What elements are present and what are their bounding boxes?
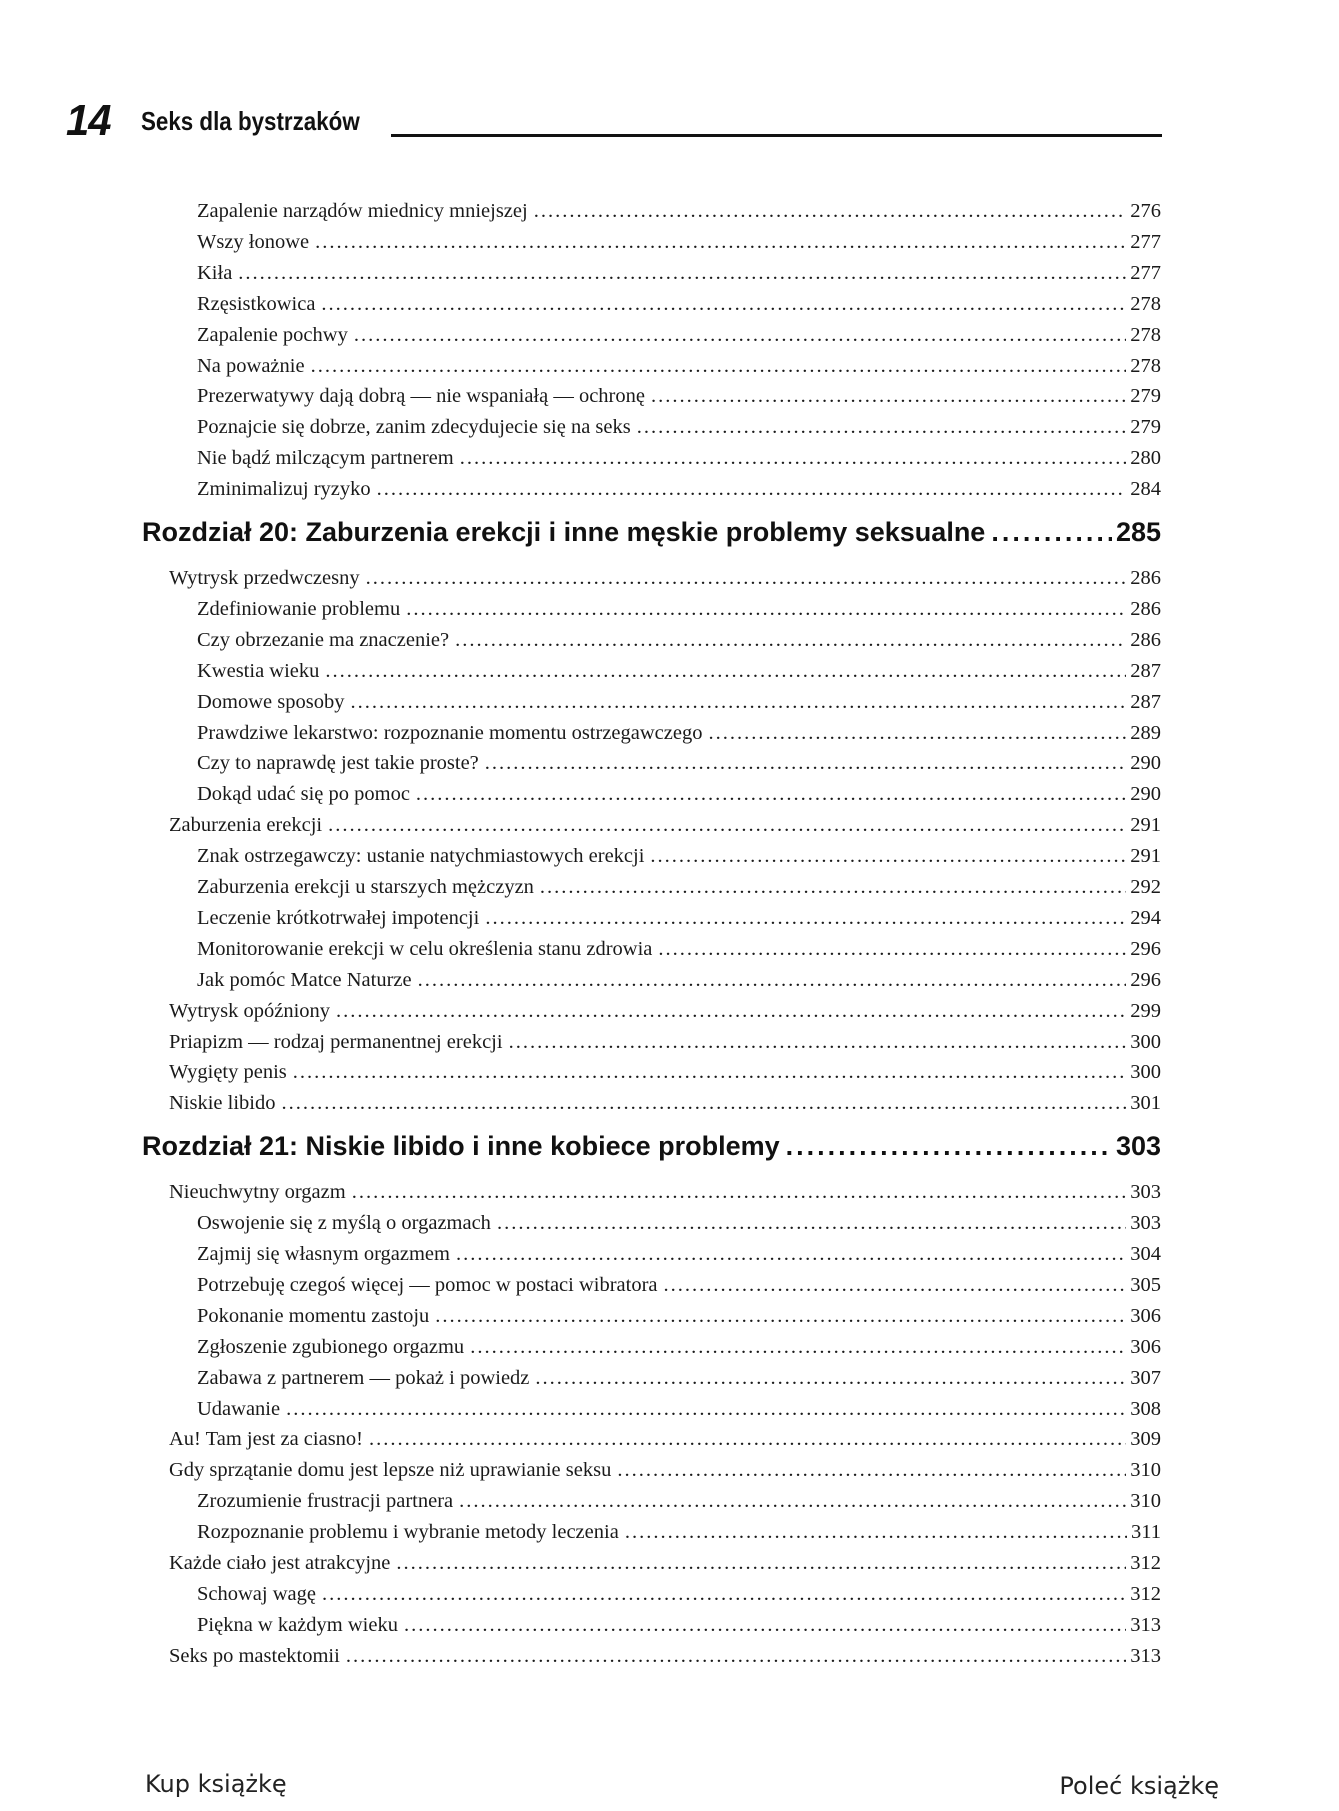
toc-page-number: 279 — [1130, 416, 1161, 439]
toc-dot-leader — [336, 996, 1126, 1026]
toc-entry — [197, 1394, 1161, 1424]
toc-dot-leader — [311, 351, 1127, 381]
toc-page-number: 312 — [1130, 1582, 1161, 1605]
toc-entry-title: Potrzebuję czegoś więcej — pomoc w postaci wibratora — [197, 1273, 658, 1296]
toc-dot-leader — [460, 443, 1127, 473]
toc-entry-title: Zaburzenia erekcji — [169, 814, 323, 837]
toc-entry-title: Au! Tam jest za ciasno! — [169, 1428, 364, 1451]
toc-entry-title: Pokonanie momentu zastoju — [197, 1304, 430, 1327]
toc-dot-leader — [366, 563, 1127, 593]
toc-entry-title: Wszy łonowe — [197, 230, 310, 253]
toc-entry-title: Zabawa z partnerem — pokaż i powiedz — [197, 1366, 530, 1389]
toc-entry-title: Niskie libido — [169, 1092, 276, 1115]
toc-entry — [197, 1579, 1161, 1609]
toc-dot-leader — [650, 841, 1126, 871]
toc-dot-leader — [404, 1610, 1126, 1640]
toc-entry-title: Czy obrzezanie ma znaczenie? — [197, 628, 450, 651]
toc-page-number: 306 — [1130, 1335, 1161, 1358]
toc-entry — [169, 563, 1161, 593]
toc-chapter-heading — [142, 1124, 1161, 1168]
toc-dot-leader — [325, 656, 1126, 686]
toc-entry — [197, 934, 1161, 964]
toc-page-number: 278 — [1130, 292, 1161, 315]
toc-page-number: 289 — [1130, 721, 1161, 744]
toc-dot-leader — [637, 412, 1127, 442]
toc-entry-title: Kwestia wieku — [197, 659, 320, 682]
toc-entry-title: Wytrysk przedwczesny — [169, 567, 360, 589]
toc-dot-leader — [346, 1641, 1126, 1671]
toc-page-number: 304 — [1130, 1243, 1161, 1265]
toc-entry-title: Znak ostrzegawczy: ustanie natychmiastowych erekcji — [197, 845, 645, 868]
toc-entry — [197, 443, 1161, 473]
toc-dot-leader — [786, 1124, 1112, 1168]
toc-entry — [169, 1088, 1161, 1118]
toc-page-number: 290 — [1130, 783, 1161, 806]
toc-dot-leader — [459, 1486, 1126, 1516]
toc-page-number: 303 — [1115, 1131, 1161, 1162]
buy-book-link[interactable]: Kup książkę — [145, 1770, 287, 1798]
toc-entry — [197, 1332, 1161, 1362]
toc-dot-leader — [658, 934, 1126, 964]
toc-entry — [197, 903, 1161, 933]
toc-entry — [169, 1177, 1161, 1207]
toc-entry — [197, 748, 1161, 778]
toc-dot-leader — [315, 227, 1126, 257]
toc-entry — [197, 594, 1161, 624]
toc-page-number: 277 — [1130, 230, 1161, 253]
toc-entry-title: Udawanie — [197, 1397, 281, 1420]
toc-page-number: 286 — [1130, 567, 1161, 589]
toc-dot-leader — [238, 258, 1126, 288]
toc-entry — [197, 381, 1161, 411]
toc-entry-title: Czy to naprawdę jest takie proste? — [197, 752, 479, 775]
toc-page-number: 305 — [1130, 1273, 1161, 1296]
toc-dot-leader — [991, 510, 1112, 554]
toc-entry — [197, 1208, 1161, 1238]
toc-page-number: 311 — [1131, 1521, 1161, 1544]
toc-entry — [197, 965, 1161, 995]
toc-page-number: 299 — [1130, 999, 1161, 1022]
toc-entry — [169, 1057, 1161, 1087]
toc-dot-leader — [509, 1027, 1127, 1057]
toc-page-number: 307 — [1130, 1366, 1161, 1389]
toc-dot-leader — [406, 594, 1126, 624]
toc-page-number: 303 — [1130, 1212, 1161, 1235]
toc-dot-leader — [321, 289, 1126, 319]
toc-dot-leader — [293, 1057, 1126, 1087]
toc-entry — [169, 1455, 1161, 1485]
toc-dot-leader — [534, 196, 1127, 226]
toc-entry — [169, 810, 1161, 840]
toc-dot-leader — [456, 1239, 1126, 1269]
toc-dot-leader — [497, 1208, 1126, 1238]
toc-page-number: 280 — [1130, 447, 1161, 470]
toc-entry-title: Rozpoznanie problemu i wybranie metody leczenia — [197, 1521, 619, 1544]
toc-dot-leader — [435, 1301, 1126, 1331]
toc-page-number: 294 — [1130, 906, 1161, 929]
toc-page-number: 301 — [1130, 1092, 1161, 1115]
toc-chapter-heading — [142, 510, 1161, 554]
toc-page-number: 296 — [1130, 968, 1161, 991]
toc-entry-title: Leczenie krótkotrwałej impotencji — [197, 906, 480, 929]
toc-entry — [197, 1270, 1161, 1300]
toc-entry — [197, 625, 1161, 655]
toc-entry — [197, 779, 1161, 809]
toc-entry — [197, 718, 1161, 748]
toc-entry — [197, 841, 1161, 871]
toc-entry-title: Zgłoszenie zgubionego orgazmu — [197, 1335, 465, 1358]
toc-entry — [197, 1239, 1161, 1269]
toc-entry-title: Kiła — [197, 261, 233, 284]
toc-dot-leader — [625, 1517, 1127, 1547]
toc-entry-title: Oswojenie się z myślą o orgazmach — [197, 1212, 491, 1235]
toc-page-number: 306 — [1130, 1304, 1161, 1327]
toc-dot-leader — [470, 1332, 1126, 1362]
toc-entry — [169, 1424, 1161, 1454]
toc-page-number: 300 — [1130, 1030, 1161, 1053]
toc-page-number: 292 — [1130, 876, 1161, 898]
toc-dot-leader — [286, 1394, 1126, 1424]
toc-page-number: 296 — [1130, 937, 1161, 960]
toc-page-number: 303 — [1130, 1181, 1161, 1204]
toc-dot-leader — [350, 687, 1126, 717]
toc-entry-title: Każde ciało jest atrakcyjne — [169, 1552, 391, 1574]
toc-dot-leader — [485, 748, 1126, 778]
toc-entry — [197, 289, 1161, 319]
book-title: Seks dla bystrzaków — [141, 106, 360, 136]
toc-entry-title: Priapizm — rodzaj permanentnej erekcji — [169, 1030, 503, 1053]
toc-entry — [197, 412, 1161, 442]
toc-entry — [197, 1301, 1161, 1331]
toc-entry-title: Gdy sprzątanie domu jest lepsze niż uprawianie seksu — [169, 1459, 612, 1482]
toc-page-number: 290 — [1130, 752, 1161, 775]
toc-page-number: 285 — [1115, 517, 1161, 547]
toc-dot-leader — [369, 1424, 1126, 1454]
toc-page-number: 309 — [1130, 1428, 1161, 1451]
toc-dot-leader — [455, 625, 1126, 655]
toc-entry-title: Poznajcie się dobrze, zanim zdecydujecie się na seks — [197, 416, 631, 439]
toc-page-number: 310 — [1130, 1459, 1161, 1482]
toc-entry — [197, 351, 1161, 381]
toc-entry-title: Wytrysk opóźniony — [169, 999, 331, 1022]
toc-entry-title: Jak pomóc Matce Naturze — [197, 968, 412, 991]
toc-page-number: 286 — [1130, 628, 1161, 651]
toc-dot-leader — [396, 1548, 1126, 1578]
toc-page-number: 278 — [1130, 323, 1161, 346]
toc-entry-title: Prezerwatywy dają dobrą — nie wspaniałą — ochronę — [197, 385, 645, 408]
toc-page-number: 308 — [1130, 1397, 1161, 1420]
toc-entry-title: Monitorowanie erekcji w celu określenia stanu zdrowia — [197, 937, 653, 960]
toc-entry — [169, 1548, 1161, 1578]
toc-page-number: 287 — [1130, 690, 1161, 713]
toc-dot-leader — [418, 965, 1127, 995]
toc-entry — [197, 1610, 1161, 1640]
toc-page-number: 284 — [1130, 478, 1161, 501]
toc-entry — [197, 474, 1161, 504]
toc-entry-title: Rozdział 20: Zaburzenia erekcji i inne męskie problemy seksualne — [142, 517, 986, 547]
toc-entry — [169, 1641, 1161, 1671]
toc-dot-leader — [416, 779, 1126, 809]
toc-entry — [197, 196, 1161, 226]
toc-entry — [197, 687, 1161, 717]
toc-dot-leader — [328, 810, 1126, 840]
toc-entry — [169, 1027, 1161, 1057]
toc-page-number: 313 — [1130, 1644, 1161, 1667]
toc-entry-title: Nie bądź milczącym partnerem — [197, 447, 454, 470]
toc-entry-title: Zminimalizuj ryzyko — [197, 478, 371, 501]
toc-entry-title: Zrozumienie frustracji partnera — [197, 1490, 454, 1513]
toc-entry-title: Wygięty penis — [169, 1061, 287, 1084]
toc-dot-leader — [535, 1363, 1126, 1393]
toc-page-number: 276 — [1130, 200, 1161, 222]
toc-entry-title: Zapalenie pochwy — [197, 323, 348, 346]
toc-page-number: 287 — [1130, 659, 1161, 682]
toc-entry-title: Schowaj wagę — [197, 1582, 316, 1605]
toc-entry-title: Zajmij się własnym orgazmem — [197, 1243, 450, 1265]
toc-dot-leader — [281, 1088, 1126, 1118]
toc-entry — [169, 996, 1161, 1026]
toc-page-number: 312 — [1130, 1552, 1161, 1574]
toc-entry-title: Zdefiniowanie problemu — [197, 597, 401, 620]
toc-dot-leader — [354, 320, 1126, 350]
toc-entry-title: Nieuchwytny orgazm — [169, 1181, 346, 1204]
toc-dot-leader — [651, 381, 1126, 411]
toc-dot-leader — [664, 1270, 1127, 1300]
toc-entry — [197, 227, 1161, 257]
toc-page-number: 286 — [1130, 597, 1161, 620]
toc-entry-title: Rzęsistkowica — [197, 292, 316, 315]
toc-entry-title: Seks po mastektomii — [169, 1644, 340, 1667]
toc-entry-title: Prawdziwe lekarstwo: rozpoznanie momentu ostrzegawczego — [197, 721, 703, 744]
toc-entry-title: Dokąd udać się po pomoc — [197, 783, 410, 806]
toc-entry-title: Zapalenie narządów miednicy mniejszej — [197, 200, 528, 222]
toc-page-number: 313 — [1130, 1613, 1161, 1636]
toc-entry — [197, 1517, 1161, 1547]
toc-entry — [197, 320, 1161, 350]
toc-entry — [197, 872, 1161, 902]
toc-entry-title: Domowe sposoby — [197, 690, 345, 713]
page-number: 14 — [66, 96, 111, 145]
toc-page-number: 291 — [1130, 814, 1161, 837]
toc-dot-leader — [377, 474, 1127, 504]
header-rule — [391, 134, 1162, 137]
toc-entry — [197, 258, 1161, 288]
toc-page-number: 277 — [1130, 261, 1161, 284]
toc-dot-leader — [352, 1177, 1127, 1207]
toc-page-number: 300 — [1130, 1061, 1161, 1084]
toc-page-number: 278 — [1130, 354, 1161, 377]
toc-dot-leader — [708, 718, 1126, 748]
toc-page-number: 279 — [1130, 385, 1161, 408]
toc-page-number: 310 — [1130, 1490, 1161, 1513]
toc-entry-title: Piękna w każdym wieku — [197, 1613, 398, 1636]
toc-dot-leader — [617, 1455, 1126, 1485]
toc-page-number: 291 — [1130, 845, 1161, 868]
toc-entry — [197, 1363, 1161, 1393]
recommend-book-link[interactable]: Poleć książkę — [1059, 1772, 1219, 1800]
toc-entry — [197, 656, 1161, 686]
toc-dot-leader — [322, 1579, 1126, 1609]
toc-entry-title: Zaburzenia erekcji u starszych mężczyzn — [197, 876, 534, 898]
toc-dot-leader — [540, 872, 1126, 902]
toc-entry-title: Na poważnie — [197, 354, 305, 377]
toc-entry-title: Rozdział 21: Niskie libido i inne kobiece problemy — [142, 1131, 780, 1162]
toc-dot-leader — [485, 903, 1126, 933]
page-header — [66, 96, 1162, 146]
toc-entry — [197, 1486, 1161, 1516]
